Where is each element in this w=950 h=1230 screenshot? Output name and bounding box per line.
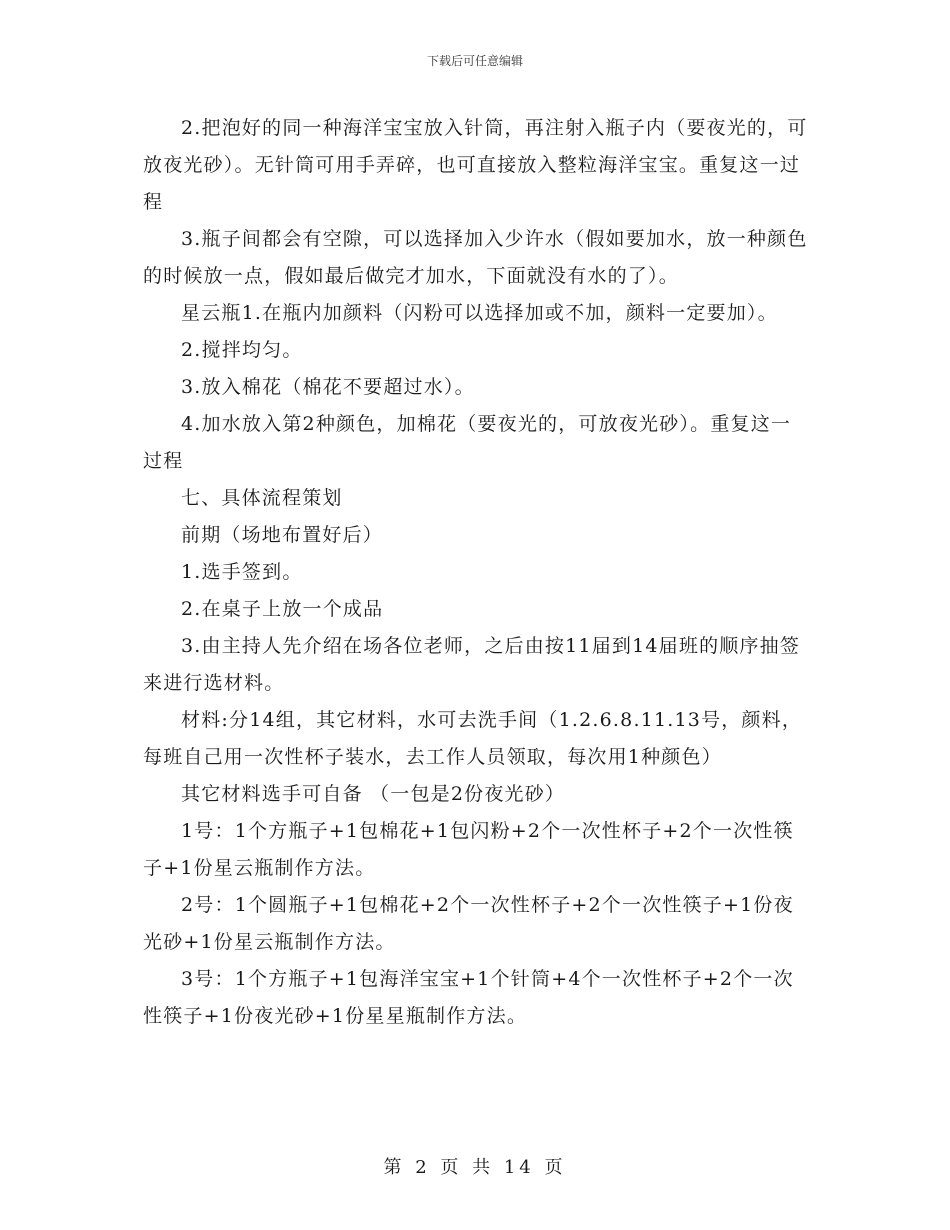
- page-header: 下载后可任意编辑: [426, 54, 523, 68]
- paragraph: 1号：1个方瓶子+1包棉花+1包闪粉+2个一次性杯子+2个一次性筷子+1份星云瓶制作方法。: [143, 820, 794, 879]
- paragraph: 3.由主持人先介绍在场各位老师，之后由按11届到14届班的顺序抽签来进行选材料。: [143, 635, 801, 694]
- paragraph: 4.加水放入第2种颜色，加棉花（要夜光的，可放夜光砂）。重复这一过程: [143, 413, 792, 472]
- paragraph: 1.选手签到。: [181, 561, 303, 583]
- section-heading: 七、具体流程策划: [181, 487, 343, 509]
- paragraph: 2.搅拌均匀。: [181, 339, 303, 361]
- paragraph: 3.瓶子间都会有空隙，可以选择加入少许水（假如要加水，放一种颜色的时候放一点，假如最后做完才加水，下面就没有水的了）。: [143, 228, 808, 287]
- paragraph: 前期（场地布置好后）: [181, 524, 384, 546]
- page-number-footer: 第 2 页 共 14 页: [383, 1157, 567, 1178]
- document-body: [143, 110, 811, 1035]
- paragraph: 2.在桌子上放一个成品: [181, 598, 384, 620]
- paragraph: 其它材料选手可自备 （一包是2份夜光砂）: [181, 783, 566, 805]
- paragraph: 3号：1个方瓶子+1包海洋宝宝+1个针筒+4个一次性杯子+2个一次性筷子+1份夜光砂+1份星星瓶制作方法。: [143, 968, 794, 1027]
- paragraph: 星云瓶1.在瓶内加颜料（闪粉可以选择加或不加，颜料一定要加）。: [181, 302, 778, 324]
- paragraph: 3.放入棉花（棉花不要超过水）。: [181, 376, 475, 398]
- paragraph: 2.把泡好的同一种海洋宝宝放入针筒，再注射入瓶子内（要夜光的，可放夜光砂）。无针筒可用手弄碎，也可直接放入整粒海洋宝宝。重复这一过程: [143, 117, 808, 213]
- paragraph: 材料:分14组，其它材料，水可去洗手间（1.2.6.8.11.13号，颜料，每班自己用一次性杯子装水，去工作人员领取，每次用1种颜色）: [143, 709, 803, 768]
- paragraph: 2号：1个圆瓶子+1包棉花+2个一次性杯子+2个一次性筷子+1份夜光砂+1份星云瓶制作方法。: [143, 894, 794, 953]
